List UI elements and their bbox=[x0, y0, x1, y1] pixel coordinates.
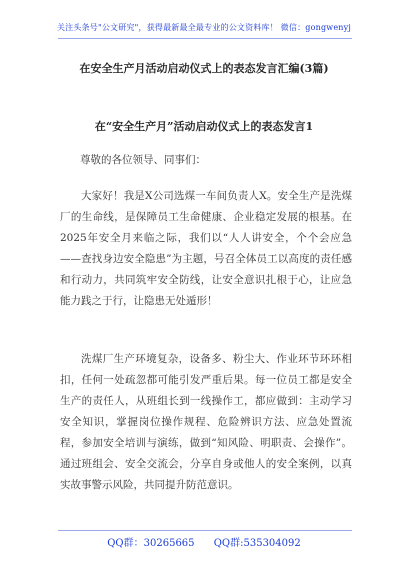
footer-qq-group-2: QQ群:535304092 bbox=[213, 538, 301, 549]
footer-divider bbox=[58, 530, 352, 531]
header-divider bbox=[58, 38, 352, 39]
section-title: 在“安全生产月”活动启动仪式上的表态发言1 bbox=[94, 120, 314, 133]
salutation: 尊敬的各位领导、同事们： bbox=[80, 154, 206, 166]
header-banner: 关注头条号"公文研究"，获得最新最全最专业的公文资料库！ 微信：gongwenyj bbox=[56, 23, 352, 32]
footer bbox=[0, 534, 408, 549]
body-paragraph-1: 大家好！我是X公司选煤一车间负责人X。安全生产是洗煤厂的生命线，是保障员工生命健康、企业稳定发展的根基。在2025年安全月来临之际，我们以“人人讲安全，个个会应急——查找身边安全隐患”为主题，号召全体员工以高度的责任感和行动力，共同筑牢安全防线，让安全意识扎根于心，让应急能力践之于行，让隐患无处遁形！ bbox=[60, 190, 352, 307]
body-paragraph-2: 洗煤厂生产环境复杂，设备多、粉尘大、作业环节环环相扣，任何一处疏忽都可能引发严重后果。每一位员工都是安全生产的责任人，从班组长到一线操作工，都应做到：主动学习安全知识，掌握岗位操作规程、危险辨识方法、应急处置流程，参加安全培训与演练，做到“知风险、明职责、会操作”。通过班组会、安全交流会，分享自身或他人的安全案例，以真实故事警示风险，共同提升防范意识。 bbox=[60, 353, 352, 491]
footer-qq-group-1: QQ群：30265665 bbox=[107, 538, 195, 549]
document-title: 在安全生产月活动启动仪式上的表态发言汇编(3篇) bbox=[79, 62, 329, 75]
